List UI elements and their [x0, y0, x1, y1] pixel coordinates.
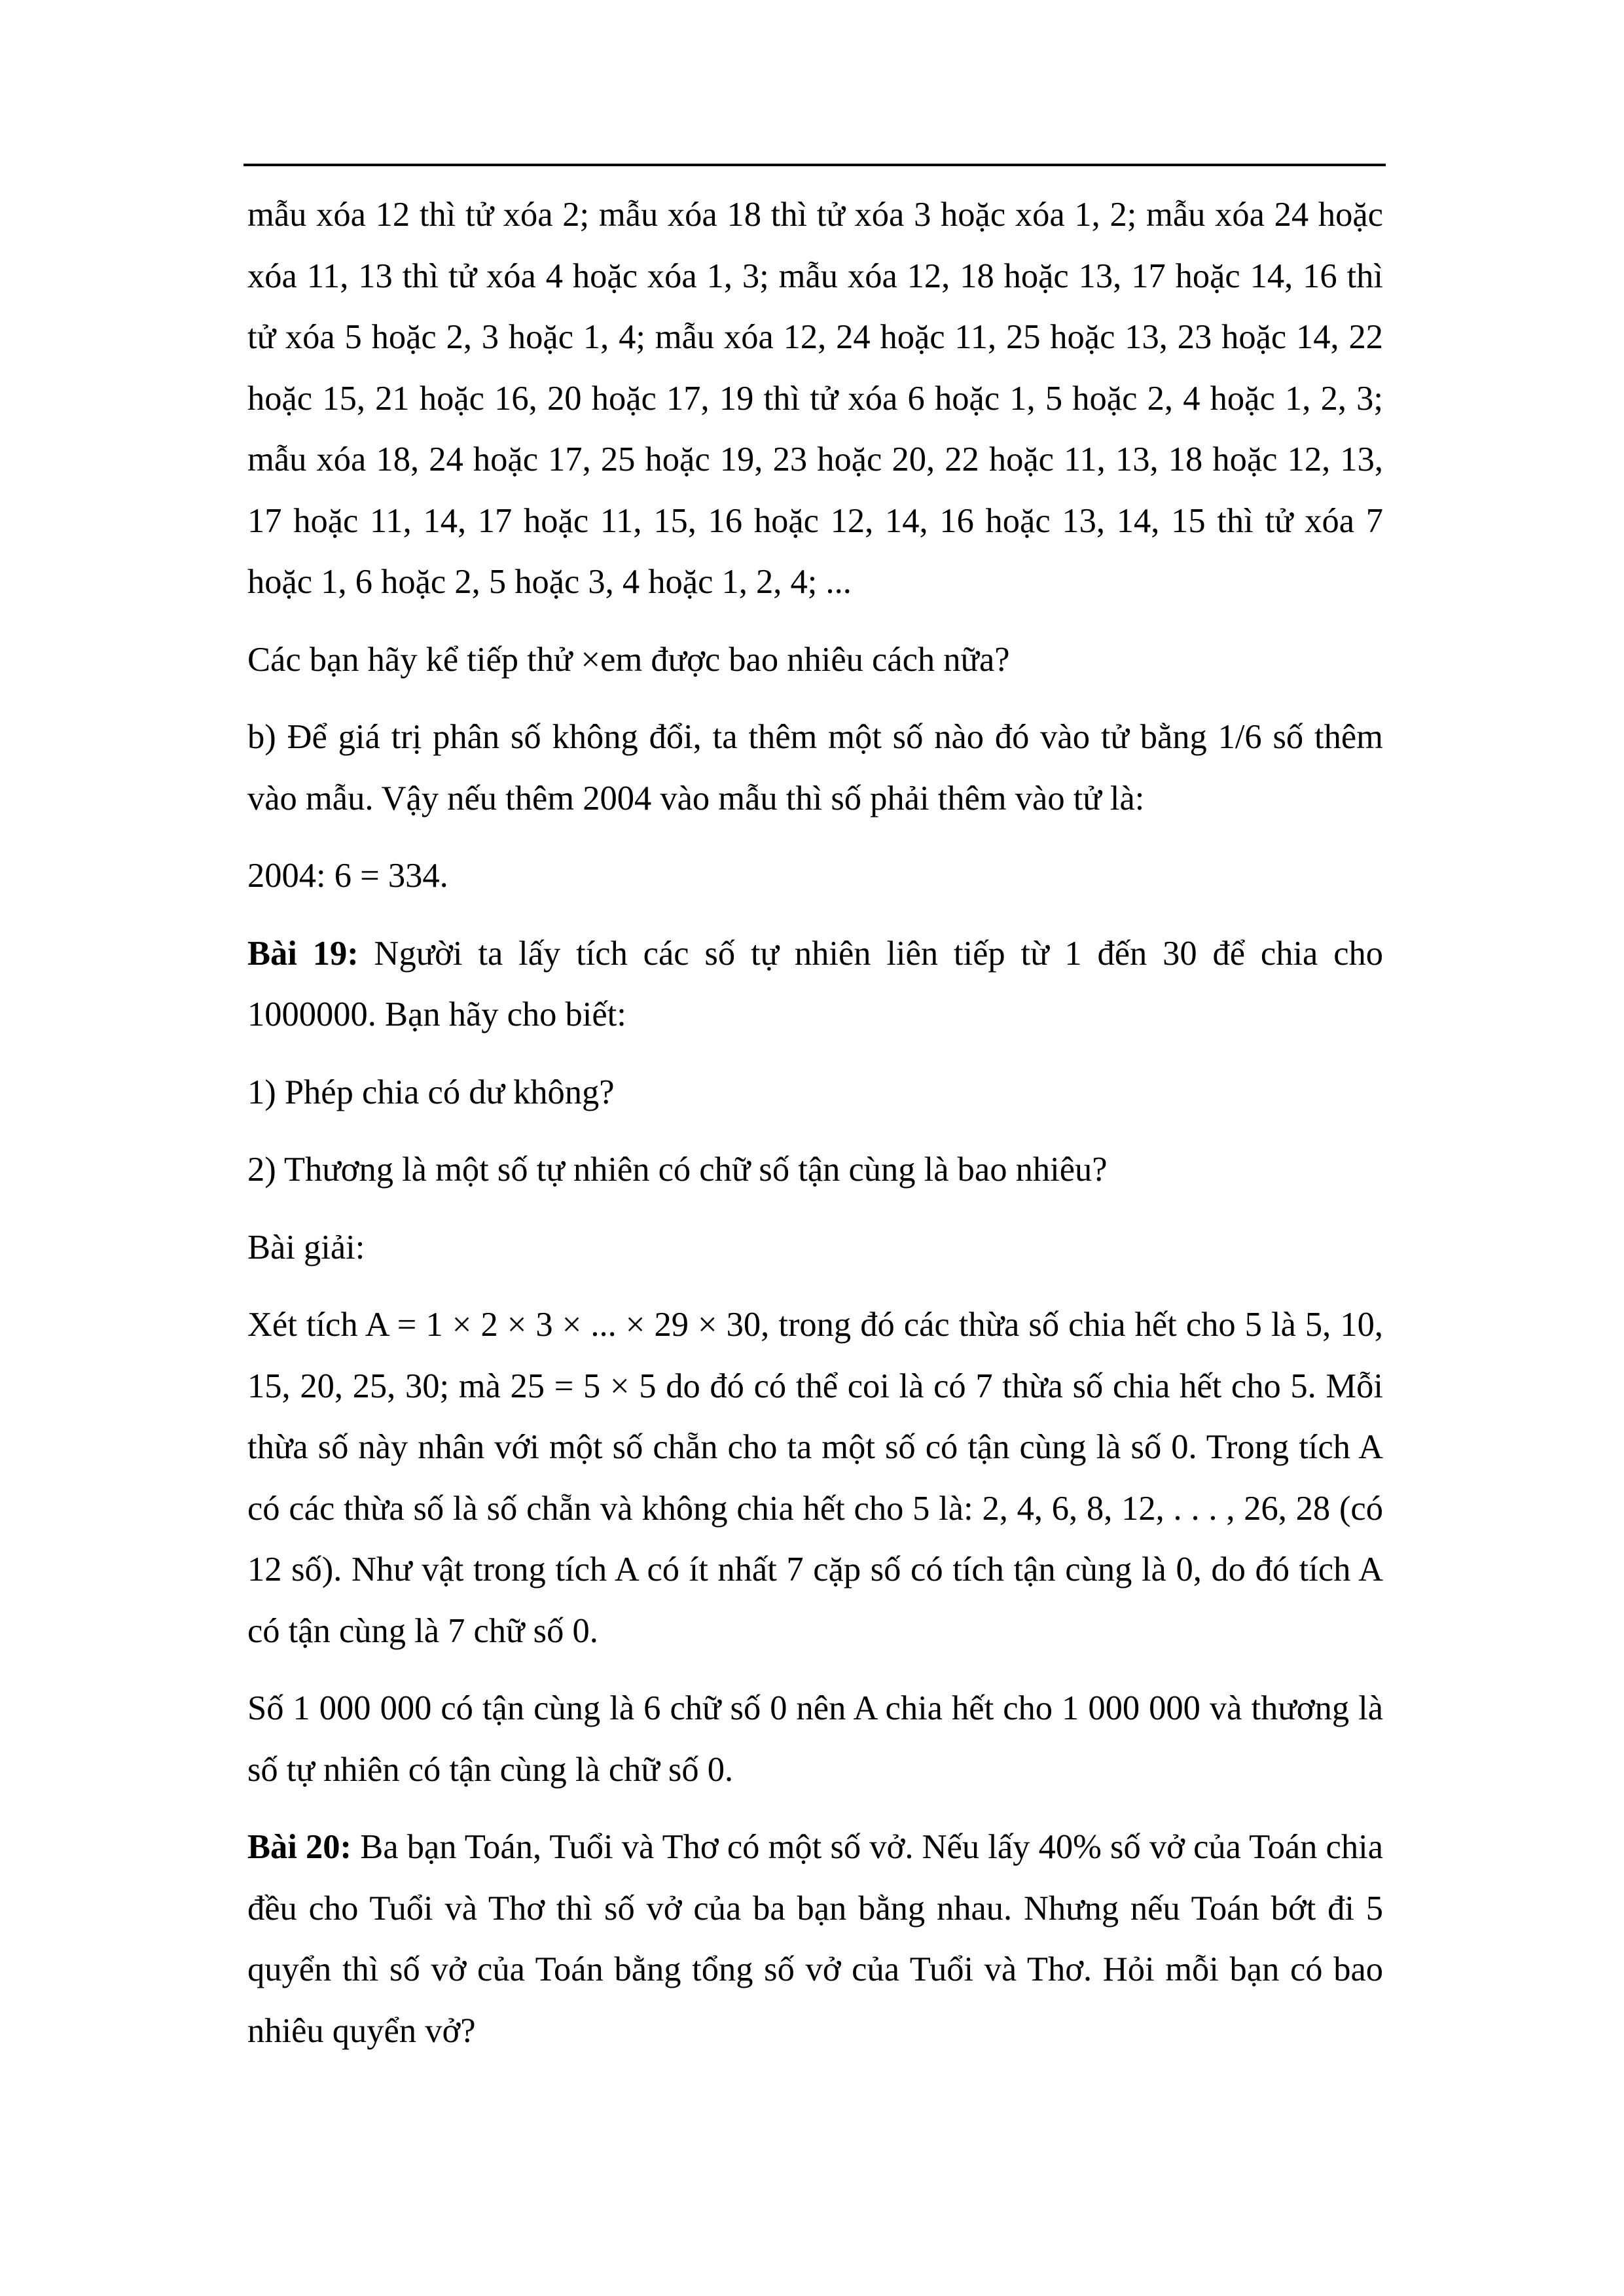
paragraph-text: Số 1 000 000 có tận cùng là 6 chữ số 0 nên A chia hết cho 1 000 000 và thương là số tự nhiên có tận cùng là chữ số 0. [247, 1689, 1383, 1789]
problem-label: Bài 19: [247, 934, 359, 973]
paragraph-text: b) Để giá trị phân số không đổi, ta thêm một số nào đó vào tử bằng 1/6 số thêm vào mẫu. Vậy nếu thêm 2004 vào mẫu thì số phải thêm vào tử là: [247, 718, 1383, 817]
paragraph-text: 2004: 6 = 334. [247, 857, 448, 895]
question-2 [247, 1139, 1383, 1201]
paragraph-calculation [247, 846, 1383, 907]
paragraph-text: Xét tích A = 1 × 2 × 3 × ... × 29 × 30, trong đó các thừa số chia hết cho 5 là 5, 10, 15, 20, 25, 30; mà 25 = 5 × 5 do đó có thể coi là có 7 thừa số chia hết cho 5. Mỗi thừa số này nhân với một số chẵn cho ta một số có tận cùng là số 0. Trong tích A có các thừa số là số chẵn và không chia hết cho 5 là: 2, 4, 6, 8, 12, . . . , 26, 28 (có 12 số). Như vật trong tích A có ít nhất 7 cặp số có tích tận cùng là 0, do đó tích A có tận cùng là 7 chữ số 0. [247, 1306, 1383, 1650]
paragraph-erase-patterns [247, 185, 1383, 613]
question-1 [247, 1062, 1383, 1124]
paragraph-part-b [247, 707, 1383, 829]
paragraph-text: 2) Thương là một số tự nhiên có chữ số tận cùng là bao nhiêu? [247, 1151, 1108, 1189]
solution-body [247, 1295, 1383, 1662]
document-body [247, 185, 1383, 2078]
problem-label: Bài 20: [247, 1828, 352, 1866]
paragraph-text: 1) Phép chia có dư không? [247, 1073, 615, 1111]
problem-text: Ba bạn Toán, Tuổi và Thơ có một số vở. Nếu lấy 40% số vở của Toán chia đều cho Tuổi và Thơ thì số vở của ba bạn bằng nhau. Nhưng nếu Toán bớt đi 5 quyển thì số vở của Toán bằng tổng số vở của Tuổi và Thơ. Hỏi mỗi bạn có bao nhiêu quyển vở? [247, 1828, 1383, 2050]
problem-19 [247, 924, 1383, 1046]
paragraph-invite [247, 630, 1383, 691]
paragraph-text: mẫu xóa 12 thì tử xóa 2; mẫu xóa 18 thì tử xóa 3 hoặc xóa 1, 2; mẫu xóa 24 hoặc xóa 11, 13 thì tử xóa 4 hoặc xóa 1, 3; mẫu xóa 12, 18 hoặc 13, 17 hoặc 14, 16 thì tử xóa 5 hoặc 2, 3 hoặc 1, 4; mẫu xóa 12, 24 hoặc 11, 25 hoặc 13, 23 hoặc 14, 22 hoặc 15, 21 hoặc 16, 20 hoặc 17, 19 thì tử xóa 6 hoặc 1, 5 hoặc 2, 4 hoặc 1, 2, 3; mẫu xóa 18, 24 hoặc 17, 25 hoặc 19, 23 hoặc 20, 22 hoặc 11, 13, 18 hoặc 12, 13, 17 hoặc 11, 14, 17 hoặc 11, 15, 16 hoặc 12, 14, 16 hoặc 13, 14, 15 thì tử xóa 7 hoặc 1, 6 hoặc 2, 5 hoặc 3, 4 hoặc 1, 2, 4; ... [247, 196, 1383, 601]
solution-conclusion [247, 1678, 1383, 1801]
paragraph-text: Bài giải: [247, 1228, 365, 1266]
paragraph-text: Các bạn hãy kể tiếp thử ×em được bao nhiêu cách nữa? [247, 640, 1010, 679]
problem-text: Người ta lấy tích các số tự nhiên liên tiếp từ 1 đến 30 để chia cho 1000000. Bạn hãy cho biết: [247, 934, 1383, 1033]
solution-heading [247, 1217, 1383, 1279]
header-rule [244, 164, 1386, 166]
problem-20 [247, 1817, 1383, 2062]
